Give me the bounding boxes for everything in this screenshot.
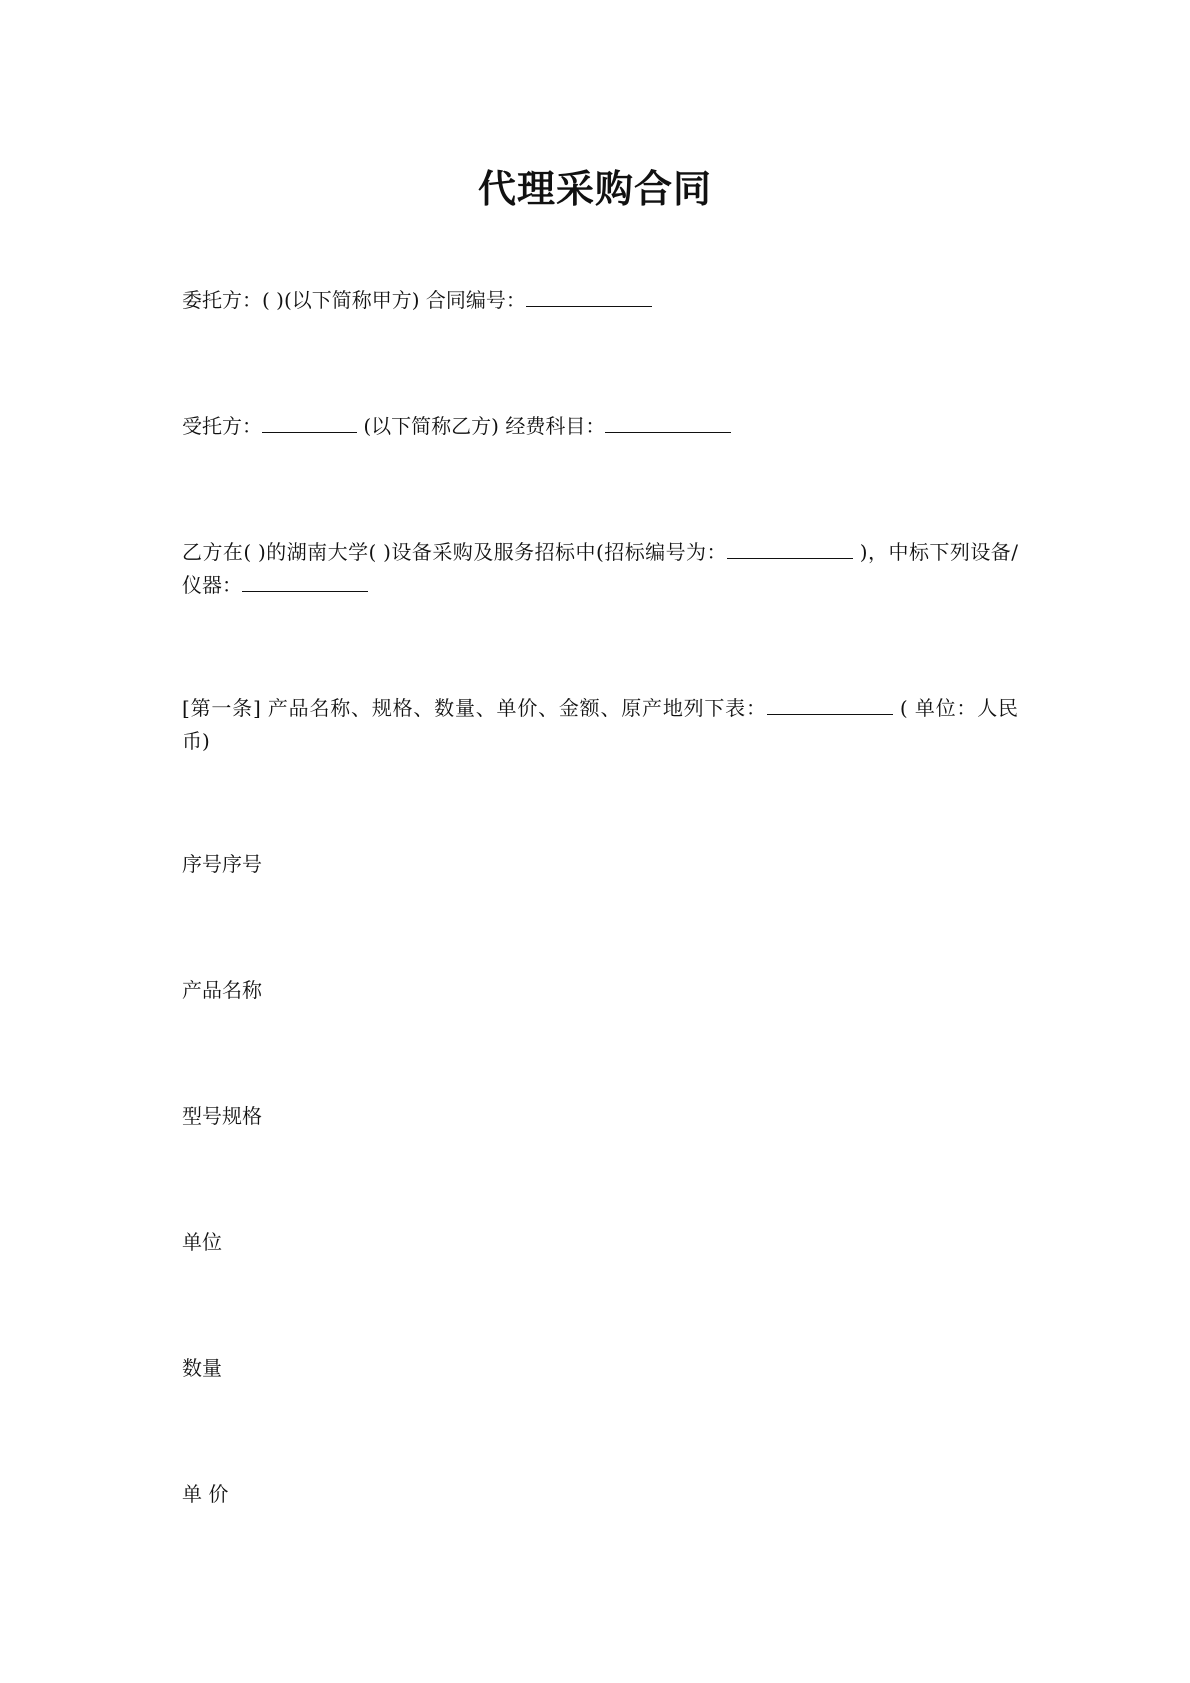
table-heading-unit-price: 单 价 [182, 1482, 229, 1506]
agent-line [182, 410, 1018, 443]
agent-label: 受托方： [182, 414, 262, 438]
agent-middle-text: (以下简称乙方) 经费科目： [357, 414, 606, 438]
document-title: 代理采购合同 [477, 166, 712, 211]
product-table-blank[interactable] [767, 694, 893, 715]
equipment-blank[interactable] [242, 571, 368, 592]
table-heading-serial: 序号序号 [182, 852, 262, 876]
bid-text-part1: 乙方在( )的湖南大学( )设备采购及服务招标中(招标编号为： [182, 540, 727, 564]
article-one-unit: ( 单位：人民币) [182, 696, 1018, 753]
budget-item-blank[interactable] [605, 412, 731, 433]
client-line [182, 284, 1018, 317]
table-heading-unit: 单位 [182, 1230, 222, 1254]
table-heading-model-spec: 型号规格 [182, 1104, 262, 1128]
bid-text-part2: )，中标下列设备/仪器： [182, 540, 1018, 597]
article-one-text: [第一条] 产品名称、规格、数量、单价、金额、原产地列下表： [182, 696, 767, 720]
table-heading-product-name: 产品名称 [182, 978, 262, 1002]
table-heading-quantity: 数量 [182, 1356, 222, 1380]
article-one [182, 692, 1018, 758]
bid-number-blank[interactable] [727, 538, 853, 559]
agent-name-blank[interactable] [262, 412, 357, 433]
bid-paragraph [182, 536, 1018, 602]
contract-number-blank[interactable] [526, 286, 652, 307]
client-label: 委托方：( )(以下简称甲方) 合同编号： [182, 288, 526, 312]
